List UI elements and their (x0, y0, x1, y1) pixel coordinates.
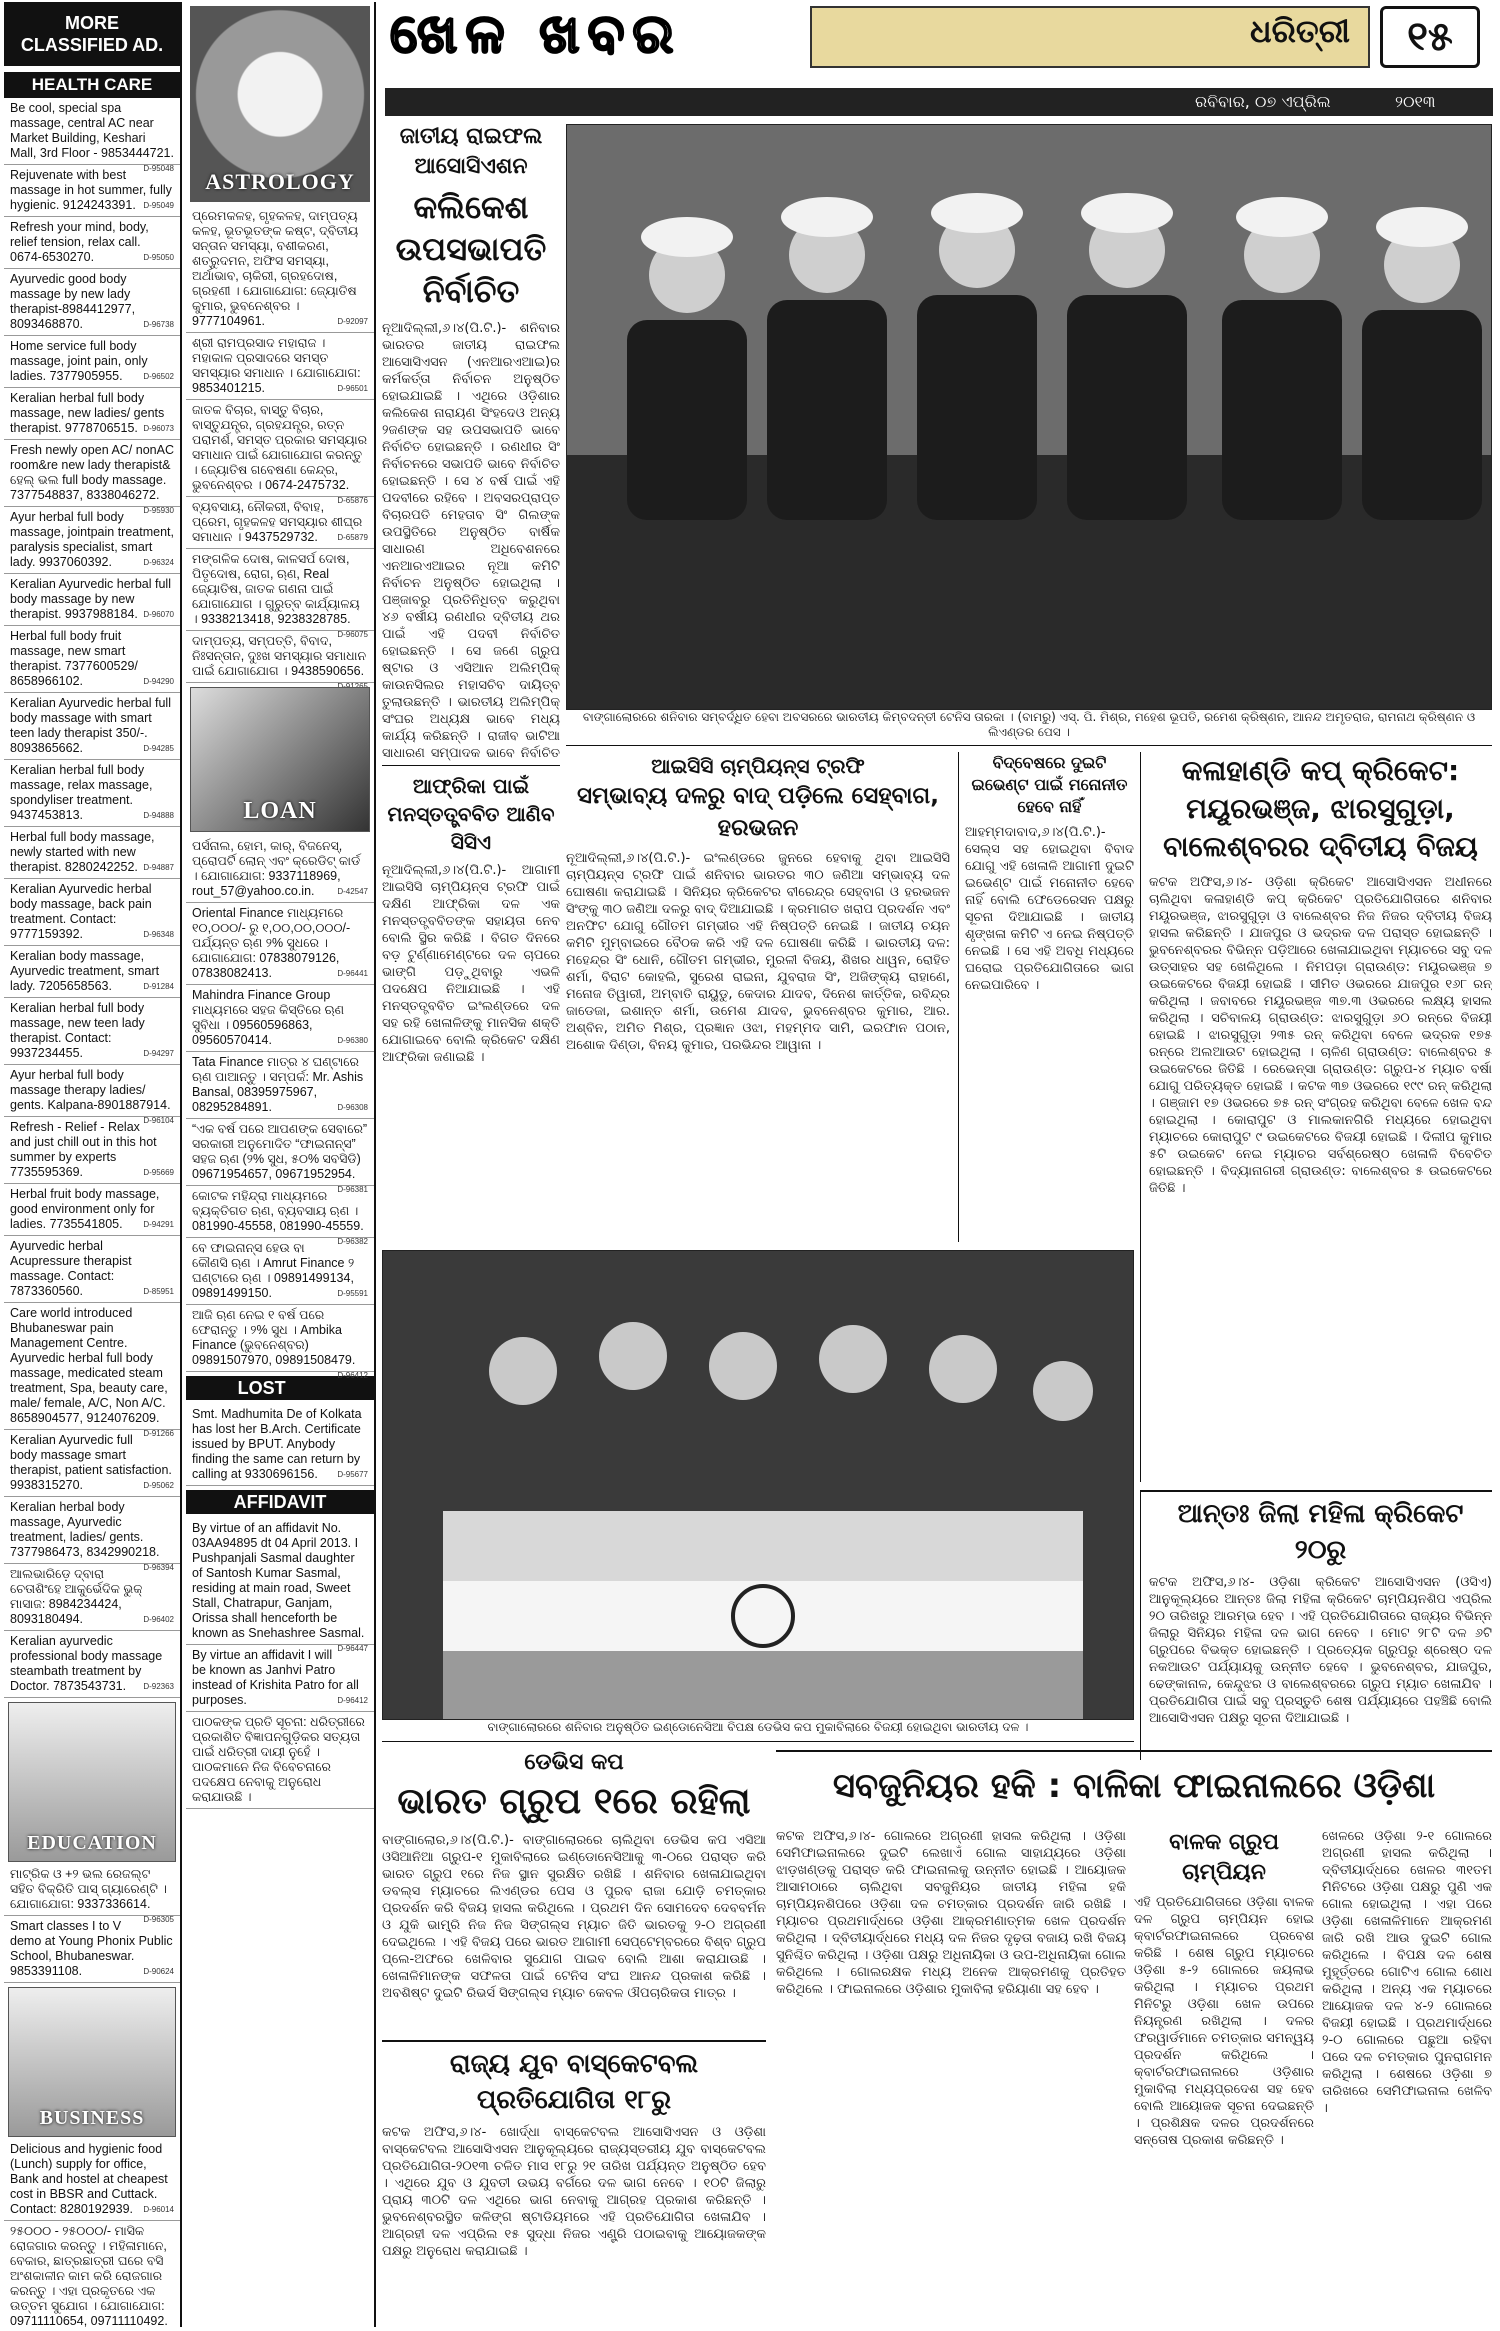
ad-text: Herbal full body fruit massage, new smart therapist. 7377600529/ 8658966102. (10, 629, 138, 688)
classified-ad (4, 440, 180, 515)
classified-ad (186, 333, 374, 400)
champions-headline: ସମ୍ଭାବ୍ୟ ଦଳରୁ ବାଦ୍ ପଡ଼ିଲେ ସେହ୍ବାଗ, ହରଭଜନ (577, 783, 939, 841)
ad-code: D-94887 (143, 863, 174, 872)
loan-label: LOAN (243, 798, 317, 824)
ad-code: D-95048 (143, 164, 174, 173)
classified-ad (4, 98, 180, 173)
ad-text: ମାଟ୍ରିକ ଓ +୨ ଭଲ ରେଜଲ୍ଟ ସହିତ ବିକ୍ରିତି ପାସ୍ ଗ୍ୟାରେଣ୍ଟି । ଯୋଗାଯୋଗ: 9337336614. (10, 1867, 167, 1911)
tennis-legends-photo (566, 124, 1492, 710)
ad-code: D-91284 (143, 982, 174, 991)
classified-ad (186, 1052, 374, 1119)
affidavit-list (186, 1518, 374, 1809)
classified-ad (4, 217, 180, 269)
ad-text: Keralian herbal full body massage, new ladies/ gents therapist. 9778706515. (10, 391, 165, 435)
ad-text: Refresh your mind, body, relief tension, relax call. 0674-6530270. (10, 220, 149, 264)
basketball-article (382, 2040, 766, 2328)
classified-ad (186, 549, 374, 639)
classified-ad (186, 206, 374, 333)
classified-ad (4, 1236, 180, 1303)
classified-ad (4, 879, 180, 946)
ad-code: D-96305 (143, 1915, 174, 1924)
ad-code: D-96104 (143, 1116, 174, 1125)
ad-text: Delicious and hygienic food (Lunch) supply for office, Bank and hostel at cheapest cost in BBSR and Cuttack. Contact: 8280192939. (10, 2142, 168, 2216)
davis-cup-headline: ଭାରତ ଗ୍ରୁପ ୧ରେ ରହିଲା (397, 1781, 751, 1822)
classified-ad (186, 836, 374, 903)
basketball-body: କଟକ ଅଫିସ,୬।୪- ଖୋର୍ଦ୍ଧା ବାସ୍କେଟବଲ ଆସୋସିଏସନ ଓ ଓଡ଼ିଶା ବାସ୍କେଟବଲ ଆସୋସିଏସନ ଆନୁକୂଲ୍ୟରେ ରାଜ୍ୟସ୍ତରୀୟ ଯୁବ ବାସ୍କେଟବଲ ପ୍ରତିଯୋଗିତା-୨୦୧୩ ଚଳିତ ମାସ ୧୮ରୁ ୨୧ ତାରିଖ ପର୍ଯ୍ୟନ୍ତ ଅନୁଷ୍ଠିତ ହେବ । ଏଥିରେ ଯୁବ ଓ ଯୁବତୀ ଉଭୟ ବର୍ଗରେ ଦଳ ଭାଗ ନେବେ । ୧୦ଟି ଜିଲାରୁ ପ୍ରାୟ ୩୦ଟି ଦଳ ଏଥିରେ ଭାଗ ନେବାକୁ ଆଗ୍ରହ ପ୍ରକାଶ କରିଛନ୍ତି । ଭୁବନେଶ୍ବରସ୍ଥିତ କଳିଙ୍ଗ ଷ୍ଟାଡିୟମରେ ଏହି ପ୍ରତିଯୋଗିତା ଖେଳାଯିବ । ଆଗ୍ରହୀ ଦଳ ଏପ୍ରିଲ ୧୫ ସୁଦ୍ଧା ନିଜର ଏଣ୍ଟ୍ରି ପଠାଇବାକୁ ଆୟୋଜକଙ୍କ ପକ୍ଷରୁ ଅନୁରୋଧ କରାଯାଇଛି । (382, 2125, 766, 2259)
ad-code: D-96380 (337, 1036, 368, 1045)
affidavit-header: AFFIDAVIT (186, 1490, 374, 1514)
ad-code: D-95049 (143, 201, 174, 210)
ad-text: By virtue of an affidavit No. 03AA94895 dt 04 April 2013. I Pushpanjali Sasmal daughter of Santosh Kumar Sasmal, residing at main road, Sweet Stall, Chatrapur, Ganjam, Orissa shall henceforth be known as Snehashree Sasmal. (192, 1521, 365, 1640)
more-classified-header: MORE CLASSIFIED AD. (4, 2, 180, 66)
astrology-column (186, 2, 376, 2327)
date-bar (385, 88, 1493, 116)
ad-text: Ayurvedic good body massage by new lady therapist-8984412977, 8093468870. (10, 272, 136, 331)
ad-code: D-95930 (143, 506, 174, 515)
africa-article (382, 765, 560, 1245)
ad-code: D-96381 (337, 1185, 368, 1194)
ad-code: D-65879 (337, 533, 368, 542)
classified-ad (186, 1305, 374, 1380)
tennis-photo-caption: ବାଙ୍ଗାଲୋରରେ ଶନିବାର ସମ୍ବର୍ଦ୍ଧିତ ହେବା ଅବସରରେ ଭାରତୀୟ କିମ୍ବଦନ୍ତୀ ଟେନିସ ତାରକା । (ବାମରୁ) ଏସ୍. ପି. ମିଶ୍ର, ମହେଶ ଭୂପତି, ରମେଶ କ୍ରିଷ୍ଣନ, ଆନନ୍ଦ ଅମୃତରାଜ, ରାମନାଥ କ୍ରିଷ୍ଣନ ଓ ଲିଏଣ୍ଡର ପେସ । (566, 710, 1492, 746)
ad-text: Refresh - Relief - Relax and just chill out in this hot summer by experts 7735595369. (10, 1120, 157, 1179)
ad-text: Ayur herbal full body massage therapy ladies/ gents. Kalpana-8901887914. (10, 1068, 171, 1112)
business-image (8, 1987, 176, 2137)
classified-ad (4, 1631, 180, 1698)
classified-ad (186, 985, 374, 1052)
ad-code: D-96308 (337, 1103, 368, 1112)
ad-text: Keralian herbal full body massage, new teen lady therapist. Contact: 9937234455. (10, 1001, 145, 1060)
ad-code: D-96348 (143, 930, 174, 939)
hockey-headline-box (776, 1750, 1492, 1824)
ad-code: D-96394 (143, 1563, 174, 1572)
ad-text: ଦାମ୍ପତ୍ୟ, ସମ୍ପତ୍ତି, ବିବାଦ, ନିଃସନ୍ତାନ, ଦୁଃଖ ସମସ୍ୟାର ସମାଧାନ ପାଇଁ ଯୋଗାଯୋଗ । 9438590656. (192, 634, 367, 678)
ad-code: D-96382 (337, 1237, 368, 1246)
kalahandi-body: କଟକ ଅଫିସ,୬।୪- ଓଡ଼ିଶା କ୍ରିକେଟ ଆସୋସିଏସନ ଅଧୀନରେ ଚାଲିଥିବା କଳାହାଣ୍ଡି କପ୍ କ୍ରିକେଟ ପ୍ରତିଯୋଗିତାରେ ଶନିବାର ମୟୂରଭଞ୍ଜ, ଝାରସୁଗୁଡ଼ା ଓ ବାଲେଶ୍ବର ନିଜ ନିଜର ଦ୍ବିତୀୟ ବିଜୟ ହାସଲ କରିଛନ୍ତି । ଯାଜପୁର ଓ ଭଦ୍ରକ ଦଳ ପରାସ୍ତ ହୋଇଛନ୍ତି । ଭୁବନେଶ୍ବରର ବିଭିନ୍ନ ପଡ଼ିଆରେ ଖେଳାଯାଇଥିବା ମ୍ୟାଚରେ ସବୁ ଦଳ ଉତ୍ସାହର ସହ ଖେଳିଥିଲେ । ନିମପଡ଼ା ଗ୍ରାଉଣ୍ଡ: ମୟୂରଭଞ୍ଜ ୭ ଉଇକେଟରେ ବିଜୟୀ ହୋଇଛି । ସୀମିତ ଓଭରରେ ଯାଜପୁର ୧୬୮ ରନ୍ କରିଥିଲା । ଜବାବରେ ମୟୂରଭଞ୍ଜ ୩୭.୩ ଓଭରରେ ଲକ୍ଷ୍ୟ ହାସଲ କରିଥିଲା । ସଚିବାଳୟ ଗ୍ରାଉଣ୍ଡ: ଝାରସୁଗୁଡ଼ା ୬୦ ରନ୍‌ରେ ବିଜୟୀ ହୋଇଛି । ଝାରସୁଗୁଡ଼ା ୨୩୫ ରନ୍ କରିଥିବା ବେଳେ ଭଦ୍ରକ ୧୭୫ ରନ୍‌ରେ ଅଲଆଉଟ ହୋଇଥିଲା । ଚାଳିଣ ଗ୍ରାଉଣ୍ଡ: ବାଲେଶ୍ବର ୫ ଉଇକେଟରେ ଜିତିଛି । ରେଭେନ୍ସା ଗ୍ରାଉଣ୍ଡ: ଗ୍ରୁପ-୪ ମ୍ୟାଚ ବର୍ଷା ଯୋଗୁ ପରିତ୍ୟକ୍ତ ହୋଇଛି । କଟକ ୩୭ ଓଭରରେ ୧୯୯ ରନ୍ କରିଥିଲା । ଗଞ୍ଜାମ ୧୭ ଓଭରରେ ୭୫ ରନ୍ ସଂଗ୍ରହ କରିଥିବା ବେଳେ ଖେଳ ବନ୍ଦ ହୋଇଥିଲା । କୋରାପୁଟ ଓ ମାଲକାନଗିରି ମଧ୍ୟରେ ହୋଇଥିବା ମ୍ୟାଚରେ କୋରାପୁଟ ୯ ଉଇକେଟରେ ବିଜୟୀ ହୋଇଛି । ଦିଲୀପ କୁମାର ୫ଟି ଉଇକେଟ ନେଇ ମ୍ୟାଚର ସର୍ବଶ୍ରେଷ୍ଠ ଖେଳାଳି ବିବେଚିତ ହୋଇଛନ୍ତି । ବିଦ୍ୟାନାଗରୀ ଗ୍ରାଉଣ୍ଡ: ବାଲେଶ୍ବର ୫ ଉଇକେଟରେ ଜିତିଛି । (1149, 875, 1492, 1196)
ad-code: D-85951 (143, 1287, 174, 1296)
lost-list (186, 1404, 374, 1486)
basketball-headline: ରାଜ୍ୟ ଯୁବ ବାସ୍କେଟବଲ ପ୍ରତିଯୋଗିତା ୧୮ରୁ (449, 2049, 699, 2115)
ad-text: Keralian body massage, Ayurvedic treatment, smart lady. 7205658563. (10, 949, 160, 993)
ad-text: ଆଲଭାରିଡ଼େ ଦ୍ବାରା ଚେତାଶିଂହେ ଆକୁର୍ଭେଦିକ ଭୁକ୍ ମାସାଜ: 8984234424, 8093180494. (10, 1567, 143, 1626)
ad-code: D-92097 (337, 317, 368, 326)
classified-ad (186, 1712, 374, 1809)
ad-text: Home service full body massage, joint pain, only ladies. 7377905955. (10, 339, 148, 383)
paper-name: ଧରିତ୍ରୀ (1250, 12, 1350, 50)
champions-kicker: ଆଇସିସି ଚାମ୍ପିୟନ୍ସ ଟ୍ରଫି (651, 754, 865, 778)
women-cricket-body: କଟକ ଅଫିସ,୬।୪- ଓଡ଼ିଶା କ୍ରିକେଟ ଆସୋସିଏସନ (ଓସିଏ) ଆନୁକୂଲ୍ୟରେ ଆନ୍ତଃ ଜିଲା ମହିଳା କ୍ରିକେଟ ଚାମ୍ପିୟନଶିପ ଏପ୍ରିଲ ୨୦ ତାରିଖରୁ ଆରମ୍ଭ ହେବ । ଏହି ପ୍ରତିଯୋଗିତାରେ ରାଜ୍ୟର ବିଭିନ୍ନ ଜିଲାରୁ ସିନିୟର ମହିଳା ଦଳ ଭାଗ ନେବେ । ମୋଟ ୨୮ଟି ଦଳ ୬ଟି ଗ୍ରୁପରେ ବିଭକ୍ତ ହୋଇଛନ୍ତି । ପ୍ରତ୍ୟେକ ଗ୍ରୁପରୁ ଶ୍ରେଷ୍ଠ ଦଳ ନକଆଉଟ ପର୍ଯ୍ୟାୟକୁ ଉନ୍ନୀତ ହେବେ । ଭୁବନେଶ୍ବର, ଯାଜପୁର, ଢେଙ୍କାନାଳ, କେନ୍ଦୁଝର ଓ ବାଲେଶ୍ବରରେ ଗ୍ରୁପ ମ୍ୟାଚ ଖେଳାଯିବ । ପ୍ରତିଯୋଗିତା ପାଇଁ ସବୁ ପ୍ରସ୍ତୁତି ଶେଷ ପର୍ଯ୍ୟାୟରେ ପହଞ୍ଚିଛି ବୋଲି ଆସୋସିଏସନ ପକ୍ଷରୁ ସୂଚନା ଦିଆଯାଇଛି । (1149, 1575, 1492, 1726)
classified-ad (4, 998, 180, 1065)
ad-code: D-94285 (143, 744, 174, 753)
classified-ad (186, 903, 374, 985)
hockey-right-body: ଖେଳରେ ଓଡ଼ିଶା ୨-୧ ଗୋଲରେ ଅଗ୍ରଣୀ ହାସଲ କରିଥିଲା । ଦ୍ବିତୀୟାର୍ଦ୍ଧରେ ଖେଳର ୩୧ତମ ମିନିଟରେ ଓଡ଼ିଶା ପକ୍ଷରୁ ପୁଣି ଏକ ଗୋଲ ହୋଇଥିଲା । ଏହା ପରେ ଓଡ଼ିଶା ଖେଳାଳିମାନେ ଆକ୍ରମଣ ଜାରି ରଖି ଆଉ ଦୁଇଟି ଗୋଲ କରିଥିଲେ । ବିପକ୍ଷ ଦଳ ଶେଷ ମୁହୂର୍ତ୍ତରେ ଗୋଟିଏ ଗୋଲ ଶୋଧ କରିଥିଲା । ଅନ୍ୟ ଏକ ମ୍ୟାଚରେ ଆୟୋଜକ ଦଳ ୪-୨ ଗୋଲରେ ବିଜୟୀ ହୋଇଛି । ପ୍ରଥମାର୍ଦ୍ଧରେ ୨-୦ ଗୋଲରେ ପଛୁଆ ରହିବା ପରେ ଦଳ ଚମତ୍କାର ପୁନରାଗମନ କରିଥିଲା । ଶେଷରେ ଓଡ଼ିଶା ୭ ତାରିଖରେ ସେମିଫାଇନାଲ ଖେଳିବ । (1322, 1829, 1492, 2116)
lost-ad (186, 1404, 374, 1486)
ad-text: Be cool, special spa massage, central AC near Market Building, Keshari Mall, 3rd Floor - 9853444721. (10, 101, 174, 160)
ad-text: Keralian Ayurvedic herbal full body massage with smart teen lady therapist 350/-. 8093865662. (10, 696, 171, 755)
classified-ad (4, 336, 180, 388)
date-text: ରବିବାର, ୦୭ ଏପ୍ରିଲ (1195, 92, 1331, 111)
davis-cup-article (382, 1748, 766, 2038)
ad-text: Herbal full body massage, newly started with new therapist. 8280242252. (10, 830, 155, 874)
business-list (4, 2139, 180, 2327)
ad-text: କୋଟକ ମହିନ୍ଦ୍ରା ମାଧ୍ୟମରେ ବ୍ୟକ୍ତିଗତ ଋଣ, ବ୍ୟବସାୟ ଋଣ । 081990-45558, 081990-45559. (192, 1189, 364, 1233)
classified-ad (186, 400, 374, 505)
classified-ad (186, 1119, 374, 1194)
ad-text: ବ୍ୟବସାୟ, ନୌକରୀ, ବିବାହ, ପ୍ରେମ, ଗୃହକଳହ ସମସ୍ୟାର ଶୀଘ୍ର ସମାଧାନ । 9437529732. (192, 500, 363, 544)
ad-text: Keralian ayurvedic professional body massage steambath treatment by Doctor. 7873543731. (10, 1634, 163, 1693)
astrology-image (190, 6, 370, 202)
astrology-list (186, 206, 374, 683)
rifle-headline: କଲିକେଶ ଉପସଭାପତି ନିର୍ବାଚିତ (395, 188, 547, 310)
classified-ad (4, 1864, 180, 1924)
ad-text: Herbal fruit body massage, good environment only for ladies. 7735541805. (10, 1187, 160, 1231)
boys-group-headline: ବାଳକ ଗ୍ରୁପ ଚାମ୍ପିୟନ (1169, 1830, 1279, 1885)
loan-list (186, 836, 374, 1380)
ad-text: ଶ୍ରୀ ରାମପ୍ରସାଦ ମହାରାଜ । ମହାକାଳ ପ୍ରସାଦରେ ସମସ୍ତ ସମସ୍ୟାର ସମାଧାନ । ଯୋଗାଯୋଗ: 9853401215. (192, 336, 361, 395)
ad-text: ଜାତକ ବିଚାର, ବାସ୍ତୁ ବିଚାର, ବାସ୍ତୁଯନ୍ତ୍ର, ଗ୍ରହଯନ୍ତ୍ର, ରତ୍ନ ପରାମର୍ଶ, ସମସ୍ତ ପ୍ରକାର ସମସ୍ୟାର ସମାଧାନ ପାଇଁ ଯୋଗାଯୋଗ କରନ୍ତୁ । ଜ୍ୟୋତିଷ ଗବେଷଣା କେନ୍ଦ୍ର, ଭୁବନେଶ୍ବର । 0674-2475732. (192, 403, 368, 492)
page-number: ୧୫ (1380, 6, 1480, 68)
ad-text: Keralian herbal body massage, Ayurvedic treatment, ladies/ gents. 7377986473, 8342990218. (10, 1500, 160, 1559)
england-article (958, 752, 1134, 1242)
ad-code: D-94291 (143, 1220, 174, 1229)
education-label: EDUCATION (27, 1832, 157, 1854)
africa-headline: ଆଫ୍ରିକା ପାଇଁ ମନସ୍ତତ୍ତ୍ବବିତ ଆଣିବ ସିସିଏ (387, 774, 555, 854)
education-image (8, 1702, 176, 1862)
section-title: ଖେଳ ଖବର (390, 2, 682, 65)
england-body: ଆହମ୍ମଦାବାଦ,୬।୪(ପି.ଟି.)- ସେଲ୍ସ ସହ ହୋଇଥିବା ବିବାଦ ଯୋଗୁ ଏହି ଖେଳାଳି ଆଗାମୀ ଦୁଇଟି ଇଭେଣ୍ଟ ପାଇଁ ମନୋନୀତ ହେବେ ନାହିଁ ବୋଲି ଫେଡେରେସନ ପକ୍ଷରୁ ସୂଚନା ଦିଆଯାଇଛି । ଜାତୀୟ ଶୃଙ୍ଖଳା କମିଟି ଏ ନେଇ ନିଷ୍ପତ୍ତି ନେଇଛି । ସେ ଏହି ଅବଧି ମଧ୍ୟରେ ଘରୋଇ ପ୍ରତିଯୋଗିତାରେ ଭାଗ ନେଇପାରିବେ । (965, 825, 1134, 993)
ad-code: D-91266 (143, 1429, 174, 1438)
ad-text: “ଏକ ବର୍ଷ ପରେ ଆପଣଙ୍କ ସେବାରେ” ସରକାରୀ ଅନୁମୋଦିତ “ଫାଇନାନ୍ସ” ସହଜ ଋଣ (୨% ସୁଧ, ୫୦% ସବସିଡି) 09671954657, 09671952954. (192, 1122, 368, 1181)
ad-code: D-94290 (143, 677, 174, 686)
women-cricket-article (1140, 1490, 1492, 1760)
ad-text: ୨୫୦୦୦ - ୨୫୦୦୦/- ମାସିକ ରୋଜଗାର କରନ୍ତୁ । ମହିଳାମାନେ, ବେକାର, ଛାତ୍ରଛାତ୍ରୀ ଘରେ ବସି ଅଂଶକାଳୀନ କାମ କରି ରୋଜଗାର କରନ୍ତୁ । ଏହା ପ୍ରକୃତରେ ଏକ ଉତ୍ତମ ସୁଯୋଗ । ଯୋଗାଯୋଗ: 09711110654, 09711110492. (10, 2224, 168, 2327)
rifle-article (382, 122, 560, 762)
ad-code: D-96502 (143, 372, 174, 381)
ad-code: D-96447 (337, 1644, 368, 1653)
england-headline: ବିଦ୍ବେଷରେ ଦୁଇଟି ଇଭେଣ୍ଟ ପାଇଁ ମନୋନୀତ ହେବେ ନାହିଁ (971, 753, 1128, 816)
champions-body: ନୂଆଦିଲ୍ଲୀ,୬।୪(ପି.ଟି.)- ଇଂଲଣ୍ଡରେ ଜୁନରେ ହେବାକୁ ଥିବା ଆଇସିସି ଚାମ୍ପିୟନ୍ସ ଟ୍ରଫି ପାଇଁ ଶନିବାର ଭାରତର ୩୦ ଜଣିଆ ସମ୍ଭାବ୍ୟ ଦଳ ଘୋଷଣା କରାଯାଇଛି । ସିନିୟର କ୍ରିକେଟର ବୀରେନ୍ଦ୍ର ସେହ୍ବାଗ ଓ ହରଭଜନ ସିଂଙ୍କୁ ୩୦ ଜଣିଆ ଦଳରୁ ବାଦ୍ ଦିଆଯାଇଛି । କ୍ରମାଗତ ଖରାପ ପ୍ରଦର୍ଶନ ଏବଂ ଅନଫିଟ ଯୋଗୁ ଗୌତମ ଗମ୍ଭୀର ଏହି ନିଷ୍ପତ୍ତି ନେଇଛି । ଜାତୀୟ ଚୟନ କମିଟି ମୁମ୍ବାଇରେ ବୈଠକ କରି ଏହି ଦଳ ଘୋଷଣା କରିଛି । ଭାରତୀୟ ଦଳ: ମହେନ୍ଦ୍ର ସିଂ ଧୋନି, ଗୌତମ ଗମ୍ଭୀର, ମୁରଳୀ ବିଜୟ, ଶିଖର ଧାୱନ, ରୋହିତ ଶର୍ମା, ବିରାଟ କୋହଲି, ସୁରେଶ ରାଇନା, ଯୁବରାଜ ସିଂ, ଅଜିଙ୍କ୍ୟ ରାହାଣେ, ମନୋଜ ତିୱାରୀ, ଅମ୍ବାତି ରାୟୁଡୁ, କେଦାର ଯାଦବ, ଦିନେଶ କାର୍ତ୍ତିକ, ରବିନ୍ଦ୍ର ଜାଡେଜା, ଇଶାନ୍ତ ଶର୍ମା, ଉମେଶ ଯାଦବ, ଭୁବନେଶ୍ବର କୁମାର, ଆର. ଅଶ୍ବିନ, ଅମିତ ମିଶ୍ର, ପ୍ରଜ୍ଞାନ ଓଝା, ମହମ୍ମଦ ସାମି, ଇରଫାନ ପଠାନ, ଅଶୋକ ଦିଣ୍ଡା, ବିନୟ କୁମାର, ପରଭିନ୍ଦର ଆୱାନା । (566, 851, 950, 1053)
ad-text: Keralian Ayurvedic herbal full body massage by new therapist. 9937988184. (10, 577, 171, 621)
classified-ad (4, 269, 180, 336)
team-with-flag (383, 1251, 1134, 1720)
classified-ad (4, 827, 180, 879)
classified-ad (4, 946, 180, 998)
ad-code: D-42547 (337, 887, 368, 896)
ad-code: D-65876 (337, 496, 368, 505)
ad-code: D-96441 (337, 969, 368, 978)
ad-text: By virtue an affidavit I will be known as Janhvi Patro instead of Krishita Patro for all purposes. (192, 1648, 359, 1707)
ad-text: Tata Finance ମାତ୍ର ୪ ଘଣ୍ଟାରେ ଋଣ ପାଆନ୍ତୁ । ସମ୍ପର୍କ: Mr. Ashis Bansal, 08395975967, 08295284891. (192, 1055, 364, 1114)
ad-code: D-95062 (143, 1481, 174, 1490)
classified-ad (4, 1184, 180, 1236)
ad-text: ବେ ଫାଇନାନ୍ସ ହେଉ ବା କୌଣସି ଋଣ । Amrut Finance ୨ ଘଣ୍ଟାରେ ଋଣ । 09891499134, 09891499150. (192, 1241, 355, 1300)
business-label: BUSINESS (39, 2107, 145, 2129)
ad-code: D-96402 (143, 1615, 174, 1624)
lost-header: LOST (186, 1376, 374, 1400)
classified-ad (4, 2139, 180, 2221)
ad-code: D-94888 (143, 811, 174, 820)
ad-code: D-96014 (143, 2205, 174, 2214)
classified-ad (4, 574, 180, 626)
education-list (4, 1864, 180, 1983)
ad-text: Ayur herbal full body massage, jointpain treatment, paralysis specialist, smart lady. 9937060392. (10, 510, 174, 569)
ad-text: Keralian herbal full body massage, relax massage, spondyliser treatment. 9437453813. (10, 763, 153, 822)
hockey-headline: ସବଜୁନିୟର ହକି : ବାଳିକା ଫାଇନାଲରେ ଓଡ଼ିଶା (832, 1766, 1436, 1806)
ad-text: Keralian Ayurvedic herbal body massage, back pain treatment. Contact: 9777159392. (10, 882, 152, 941)
classified-ad (4, 626, 180, 693)
ad-text: Keralian Ayurvedic full body massage smart therapist, patient satisfaction. 9938315270. (10, 1433, 172, 1492)
classified-column (4, 2, 182, 2327)
ad-code: D-96501 (337, 384, 368, 393)
ad-code: D-94297 (143, 1049, 174, 1058)
women-cricket-headline: ଆନ୍ତଃ ଜିଲା ମହିଳା କ୍ରିକେଟ ୨୦ରୁ (1177, 1499, 1464, 1565)
year-text: ୨୦୧୩ (1395, 92, 1436, 111)
ad-text: Oriental Finance ମାଧ୍ୟମରେ ୧୦,୦୦୦/- ରୁ ୧,୦୦,୦୦,୦୦୦/- ପର୍ଯ୍ୟନ୍ତ ଋଣ ୨% ସୁଧରେ । ଯୋଗାଯୋଗ: 07838079126, 07838082413. (192, 906, 351, 980)
ad-code: D-95050 (143, 253, 174, 262)
classified-ad (4, 2221, 180, 2327)
ad-text: ଆଜି ଋଣ ନେଇ ୧ ବର୍ଷ ପରେ ଫେରାନ୍ତୁ । ୨% ସୁଧ । Ambika Finance (ଭୁବନେଶ୍ବର) 09891507970, 09891508479. (192, 1308, 356, 1367)
astrology-label: ASTROLOGY (205, 169, 355, 194)
classified-ad (4, 388, 180, 440)
health-care-list (4, 98, 180, 1698)
ad-text: Fresh newly open AC/ nonAC room&re new lady therapist& ହେଲ୍ ଭଲ full body massage. 7377548837, 8338046272. (10, 443, 174, 502)
classified-ad (186, 1518, 374, 1653)
classified-ad (4, 1497, 180, 1572)
seated-figures (567, 125, 1492, 710)
masthead (380, 0, 1500, 82)
ad-text: Mahindra Finance Group ମାଧ୍ୟମରେ ସହଜ କିସ୍ତିରେ ଋଣ ସୁବିଧା । 09560596863, 09560570414. (192, 988, 345, 1047)
ad-text: ପାଠକଙ୍କ ପ୍ରତି ସୂଚନା: ଧରିତ୍ରୀରେ ପ୍ରକାଶିତ ବିଜ୍ଞାପନଗୁଡ଼ିକର ସତ୍ୟତା ପାଇଁ ଧରିତ୍ରୀ ଦାୟୀ ନୁହେଁ । ପାଠକମାନେ ନିଜ ବିବେଚନାରେ ପଦକ୍ଷେପ ନେବାକୁ ଅନୁରୋଧ କରାଯାଉଛି । (192, 1715, 365, 1804)
ad-text: ପ୍ରେମକଳହ, ଗୃହକଳହ, ଦାମ୍ପତ୍ୟ କଳହ, ଭୂତଭୂତଙ୍କ କଷ୍ଟ, ଦ୍ବିତୀୟ ସନ୍ତାନ ସମସ୍ୟା, ବଶୀକରଣ, ଶତ୍ରୁଦମନ, ଅଫିସ ସମସ୍ୟା, ଅର୍ଥାଭାବ, ଚାକିରୀ, ଗ୍ରହଦୋଷ, ଗ୍ରହଣୀ । ଯୋଗାଯୋଗ: ଜ୍ୟୋତିଷ କୁମାର, ଭୁବନେଶ୍ବର । 9777104961. (192, 209, 359, 328)
classified-ad (4, 1303, 180, 1438)
boys-group-article (1134, 1828, 1314, 2328)
ad-code: D-96324 (143, 558, 174, 567)
kalahandi-headline: କଳାହାଣ୍ଡି କପ୍ କ୍ରିକେଟ: ମୟୂରଭଞ୍ଜ, ଝାରସୁଗୁଡ଼ା, ବାଲେଶ୍ବରର ଦ୍ବିତୀୟ ବିଜୟ (1163, 754, 1478, 863)
davis-cup-body: ବାଙ୍ଗାଲୋର,୬।୪(ପି.ଟି.)- ବାଙ୍ଗାଲୋରରେ ଚାଲିଥିବା ଡେଭିସ କପ ଏସିଆ ଓସିଆନିଆ ଗ୍ରୁପ-୧ ମୁକାବିଲାରେ ଇଣ୍ଡୋନେସିଆକୁ ୩-୦ରେ ପରାସ୍ତ କରି ଭାରତ ଗ୍ରୁପ ୧ରେ ନିଜ ସ୍ଥାନ ସୁରକ୍ଷିତ ରଖିଛି । ଶନିବାର ଖେଳାଯାଇଥିବା ଡବଲ୍ସ ମ୍ୟାଚରେ ଲିଏଣ୍ଡର ପେସ ଓ ପୁରବ ରାଜା ଯୋଡ଼ି ଚମତ୍କାର ପ୍ରଦର୍ଶନ କରି ବିଜୟ ହାସଲ କରିଥିଲେ । ପ୍ରଥମ ଦିନ ସୋମଦେବ ଦେବବର୍ମନ ଓ ଯୁକି ଭାମ୍ବ୍ରି ନିଜ ନିଜ ସିଙ୍ଗଲ୍ସ ମ୍ୟାଚ ଜିତି ଭାରତକୁ ୨-୦ ଅଗ୍ରଣୀ ଦେଇଥିଲେ । ଏହି ବିଜୟ ପରେ ଭାରତ ଆଗାମୀ ସେପ୍ଟେମ୍ବରରେ ବିଶ୍ବ ଗ୍ରୁପ ପ୍ଲେ-ଅଫରେ ଖେଳିବାର ସୁଯୋଗ ପାଇବ ବୋଲି ଆଶା କରାଯାଉଛି । ଖେଳାଳିମାନଙ୍କ ସଫଳତା ପାଇଁ ଟେନିସ ସଂଘ ଆନନ୍ଦ ପ୍ରକାଶ କରିଛି । ଅବଶିଷ୍ଟ ଦୁଇଟି ରିଭର୍ସ ସିଙ୍ଗଲ୍ସ ମ୍ୟାଚ କେବଳ ଔପଚାରିକତା ମାତ୍ର । (382, 1833, 766, 2001)
classified-ad (4, 693, 180, 760)
davis-photo-caption: ବାଙ୍ଗାଲୋରରେ ଶନିବାର ଅନୁଷ୍ଠିତ ଇଣ୍ଡୋନେସିଆ ବିପକ୍ଷ ଡେଭିସ କପ ମୁକାବିଲାରେ ବିଜୟୀ ହୋଇଥିବା ଭାରତୀୟ ଦଳ । (382, 1720, 1134, 1742)
rifle-body: ନୂଆଦିଲ୍ଲୀ,୬।୪(ପି.ଟି.)- ଶନିବାର ଭାରତର ଜାତୀୟ ରାଇଫଲ ଆସୋସିଏସନ (ଏନଆରଏଆଇ)ର କର୍ମକର୍ତ୍ତା ନିର୍ବାଚନ ଅନୁଷ୍ଠିତ ହୋଇଯାଇଛି । ଏଥିରେ ଓଡ଼ିଶାର କଲିକେଶ ନାରାୟଣ ସିଂହଦେଓ ଅନ୍ୟ ୨ଜଣଙ୍କ ସହ ଉପସଭାପତି ଭାବେ ନିର୍ବାଚିତ ହୋଇଛନ୍ତି । ରଣଧୀର ସିଂ ନିର୍ବାଚନରେ ସଭାପତି ଭାବେ ନିର୍ବାଚିତ ହୋଇଛନ୍ତି । ସେ ୪ ବର୍ଷ ପାଇଁ ଏହି ପଦବୀରେ ରହିବେ । ଅବସରପ୍ରାପ୍ତ ବିଚାରପତି ମେହତାବ ସିଂ ଗିଲଙ୍କ ଉପସ୍ଥିତିରେ ଅନୁଷ୍ଠିତ ବାର୍ଷିକ ସାଧାରଣ ଅଧିବେଶନରେ ଏନଆରଏଆଇର ନୂଆ କମିଟି ନିର୍ବାଚନ ଅନୁଷ୍ଠିତ ହୋଇଥିଲା । ପଞ୍ଜାବରୁ ପ୍ରତିନିଧିତ୍ବ କରୁଥିବା ୪୬ ବର୍ଷୀୟ ରଣଧୀର ଦ୍ବିତୀୟ ଥର ପାଇଁ ଏହି ପଦବୀ ନିର୍ବାଚିତ ହୋଇଛନ୍ତି । ସେ ଜଣେ ଗ୍ରୁପ ଷ୍ଟାର ଓ ଏସିଆନ ଅଲିମ୍ପିକ୍ କାଉନସିଲର ମହାସଚିବ ଦାୟିତ୍ବ ତୁଲାଉଛନ୍ତି । ଭାରତୀୟ ଅଲିମ୍ପିକ୍ ସଂଘର ଅଧ୍ୟକ୍ଷ ଭାବେ ମଧ୍ୟ କାର୍ଯ୍ୟ କରିଛନ୍ତି । ରାଜୀବ ଭାଟିଆ ସାଧାରଣ ସମ୍ପାଦକ ଭାବେ ନିର୍ବାଚିତ (382, 321, 560, 761)
ad-text: Smart classes I to V demo at Young Phonix Public School, Bhubaneswar. 9853391108. (10, 1919, 173, 1978)
ad-text: Ayurvedic herbal Acupressure therapist massage. Contact: 7873360560. (10, 1239, 132, 1298)
ad-code: D-96412 (337, 1696, 368, 1705)
ad-code: D-95669 (143, 1168, 174, 1177)
ad-text: Smt. Madhumita De of Kolkata has lost her B.Arch. Certificate issued by BPUT. Anybody finding the same can return by calling at 9330696156. (192, 1407, 362, 1481)
ad-text: Care world introduced Bhubaneswar pain Management Centre. Ayurvedic herbal full body massage, medicated steam treatment, Spa, beauty care, male/ female, A/C, Non A/C. 8658904577, 9124076209. (10, 1306, 168, 1425)
ad-text: Rejuvenate with best massage in hot summer, fully hygienic. 9124243391. (10, 168, 172, 212)
ad-code: D-90624 (143, 1967, 174, 1976)
ad-code: D-96075 (337, 630, 368, 639)
davis-cup-team-photo (382, 1250, 1134, 1720)
health-care-header: HEALTH CARE (4, 72, 180, 98)
champions-article (566, 752, 950, 1242)
ad-code: D-96070 (143, 610, 174, 619)
africa-body: ନୂଆଦିଲ୍ଲୀ,୬।୪(ପି.ଟି.)- ଆଗାମୀ ଆଇସିସି ଚାମ୍ପିୟନ୍ସ ଟ୍ରଫି ପାଇଁ ଦକ୍ଷିଣ ଆଫ୍ରିକା ଦଳ ଏକ ମନସ୍ତତ୍ତ୍ବବିତଙ୍କ ସହାୟତା ନେବ ବୋଲି ସ୍ଥିର କରିଛି । ବିଗତ ଦିନରେ ବଡ଼ ଟୁର୍ଣ୍ଣାମେଣ୍ଟରେ ଦଳ ଚାପରେ ଭାଙ୍ଗି ପଡ଼ୁଥିବାରୁ ଏଭଳି ପଦକ୍ଷେପ ନିଆଯାଇଛି । ଏହି ମନସ୍ତତ୍ତ୍ବବିତ ଇଂଲଣ୍ଡରେ ଦଳ ସହ ରହି ଖେଳାଳିଙ୍କୁ ମାନସିକ ଶକ୍ତି ଯୋଗାଇବେ ବୋଲି କ୍ରିକେଟ ଦକ୍ଷିଣ ଆଫ୍ରିକା ଜଣାଇଛି । (382, 863, 560, 1065)
ad-code: D-95677 (337, 1470, 368, 1479)
ad-code: D-95591 (337, 1289, 368, 1298)
boys-group-body: ଏହି ପ୍ରତିଯୋଗିତାରେ ଓଡ଼ିଶା ବାଳକ ଦଳ ଗ୍ରୁପ ଚାମ୍ପିୟନ ହୋଇ କ୍ବାର୍ଟରଫାଇନାଲରେ ପ୍ରବେଶ କରିଛି । ଶେଷ ଗ୍ରୁପ ମ୍ୟାଚରେ ଓଡ଼ିଶା ୫-୨ ଗୋଲରେ ଜୟଲାଭ କରିଥିଲା । ମ୍ୟାଚର ପ୍ରଥମ ମିନିଟରୁ ଓଡ଼ିଶା ଖେଳ ଉପରେ ନିୟନ୍ତ୍ରଣ ରଖିଥିଲା । ଦଳର ଫରୱାର୍ଡମାନେ ଚମତ୍କାର ସମନ୍ୱୟ ପ୍ରଦର୍ଶନ କରିଥିଲେ । କ୍ବାର୍ଟରଫାଇନାଲରେ ଓଡ଼ିଶାର ମୁକାବିଲା ମଧ୍ୟପ୍ରଦେଶ ସହ ହେବ ବୋଲି ଆୟୋଜକ ସୂଚନା ଦେଇଛନ୍ତି । ପ୍ରଶିକ୍ଷକ ଦଳର ପ୍ରଦର୍ଶନରେ ସନ୍ତୋଷ ପ୍ରକାଶ କରିଛନ୍ତି । (1134, 1895, 1314, 2148)
davis-cup-kicker: ଡେଭିସ କପ (524, 1750, 624, 1775)
classified-ad (4, 1065, 180, 1125)
ad-text: ପର୍ସନାଲ, ହୋମ, କାର୍, ବିଜନେସ୍, ପ୍ରୋପର୍ଟି ଲୋନ୍ ଏବଂ କ୍ରେଡିଟ୍ କାର୍ଡ । ଯୋଗାଯୋଗ: 9337118969, rout_57@yahoo.co.in. (192, 839, 361, 898)
kalahandi-article (1140, 752, 1492, 1482)
ad-code: D-96073 (143, 424, 174, 433)
ad-code: D-96738 (143, 320, 174, 329)
ad-code: D-92363 (143, 1682, 174, 1691)
hockey-body: କଟକ ଅଫିସ,୬।୪- ଗୋଲରେ ଅଗ୍ରଣୀ ହାସଲ କରିଥିଲା । ଓଡ଼ିଶା ସେମିଫାଇନାଲରେ ଦୁଇଟି ଲେଖାଏଁ ଗୋଲ ସାହାଯ୍ୟରେ ଓଡ଼ିଶା ଝାଡ଼ଖଣ୍ଡକୁ ପରାସ୍ତ କରି ଫାଇନାଲକୁ ଉନ୍ନୀତ ହୋଇଛି । ଆୟୋଜକ ଆସାମଠାରେ ଚାଲିଥିବା ସବଜୁନିୟର ଜାତୀୟ ମହିଳା ହକି ଚାମ୍ପିୟନଶିପରେ ଓଡ଼ିଶା ଦଳ ଚମତ୍କାର ପ୍ରଦର୍ଶନ ଜାରି ରଖିଛି । ମ୍ୟାଚର ପ୍ରଥମାର୍ଦ୍ଧରେ ଓଡ଼ିଶା ଆକ୍ରମଣାତ୍ମକ ଖେଳ ପ୍ରଦର୍ଶନ କରିଥିଲା । ଦ୍ବିତୀୟାର୍ଦ୍ଧରେ ମଧ୍ୟ ଦଳ ନିଜର ଦୃଢ଼ତା ବଜାୟ ରଖି ବିଜୟ ସୁନିଶ୍ଚିତ କରିଥିଲା । ଓଡ଼ିଶା ପକ୍ଷରୁ ଅଧିନାୟିକା ଓ ଉପ-ଅଧିନାୟିକା ଗୋଲ କରିଥିଲେ । ଗୋଲରକ୍ଷକ ମଧ୍ୟ ଅନେକ ଆକ୍ରମଣକୁ ପ୍ରତିହତ କରିଥିଲେ । ଫାଇନାଲରେ ଓଡ଼ିଶାର ମୁକାବିଲା ହରିୟାଣା ସହ ହେବ । (776, 1829, 1126, 1997)
ad-code: D-96412 (337, 1371, 368, 1380)
classified-ad (4, 760, 180, 827)
loan-image (190, 687, 370, 832)
ad-text: ମଙ୍ଗଳିକ ଦୋଷ, କାଳସର୍ପ ଦୋଷ, ପିତୃଦୋଷ, ରୋଗ, ଋଣ, Real ଜ୍ୟୋତିଷ, ଜାତକ ଗଣନା ପାଇଁ ଯୋଗାଯୋଗ । ଗୁରୁତ୍ବ କାର୍ଯ୍ୟାଳୟ । 9338213418, 9238328785. (192, 552, 360, 626)
rifle-kicker: ଜାତୀୟ ରାଇଫଲ ଆସୋସିଏଶନ (399, 124, 543, 179)
